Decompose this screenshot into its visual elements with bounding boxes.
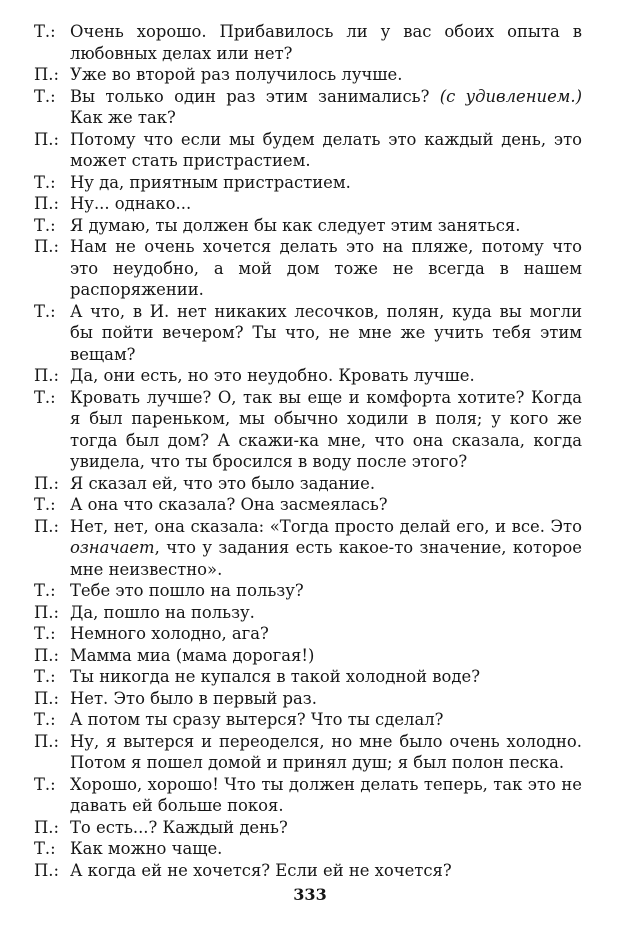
speech-segment: Я сказал ей, что это было задание. bbox=[70, 473, 376, 493]
dialogue-turn bbox=[34, 64, 582, 86]
speech-text bbox=[70, 645, 582, 667]
stage-direction: означает bbox=[70, 538, 155, 557]
dialogue-turn bbox=[34, 86, 582, 129]
page-number: 333 bbox=[293, 885, 327, 904]
speech-text bbox=[70, 709, 582, 731]
speech-text bbox=[70, 215, 582, 237]
dialogue-turn bbox=[34, 365, 582, 387]
dialogue-turn bbox=[34, 709, 582, 731]
speaker-label: Т.: bbox=[34, 172, 56, 192]
dialogue-turn bbox=[34, 21, 582, 64]
speech-segment: Ты никогда не купался в такой холодной воде? bbox=[70, 667, 480, 686]
speech-text bbox=[70, 860, 582, 882]
speaker-label: Т.: bbox=[34, 301, 56, 321]
dialogue-turn bbox=[34, 301, 582, 366]
speaker-label: Т.: bbox=[34, 667, 56, 686]
speech-segment: Мамма миа (мама дорогая!) bbox=[70, 645, 315, 665]
speech-segment: Нам не очень хочется делать это на пляже, потому что это неудобно, а мой дом тоже не всегда в нашем распоряжении. bbox=[70, 237, 582, 299]
dialogue-turn bbox=[34, 602, 582, 624]
speech-text bbox=[70, 731, 582, 774]
speech-segment: Немного холодно, ага? bbox=[70, 624, 269, 643]
speech-segment: Тебе это пошло на пользу? bbox=[70, 581, 304, 600]
dialogue-turn bbox=[34, 623, 582, 645]
speech-segment: Потому что если мы будем делать это каждый день, это может стать пристрастием. bbox=[70, 129, 582, 170]
speech-text bbox=[70, 623, 582, 645]
speaker-label: Т.: bbox=[34, 624, 56, 643]
dialogue-turn bbox=[34, 688, 582, 710]
speaker-label: Т.: bbox=[34, 710, 56, 729]
speech-segment: То есть...? Каждый день? bbox=[70, 817, 288, 837]
speech-segment: Да, они есть, но это неудобно. Кровать лучше. bbox=[70, 366, 475, 385]
speech-text bbox=[70, 774, 582, 817]
speech-text bbox=[70, 172, 582, 194]
speech-text bbox=[70, 666, 582, 688]
stage-direction: (с удивлением.) bbox=[439, 86, 582, 106]
dialogue-text bbox=[34, 21, 582, 881]
speech-segment: Уже во второй раз получилось лучше. bbox=[70, 65, 403, 84]
dialogue-turn bbox=[34, 473, 582, 495]
speech-text bbox=[70, 236, 582, 301]
dialogue-turn bbox=[34, 387, 582, 473]
speech-text bbox=[70, 817, 582, 839]
speech-segment: Очень хорошо. Прибавилось ли у вас обоих опыта в любовных делах или нет? bbox=[70, 22, 582, 63]
speech-segment: Ну да, приятным пристрастием. bbox=[70, 172, 351, 192]
speaker-label: Т.: bbox=[34, 839, 56, 858]
speaker-label: Т.: bbox=[34, 495, 56, 514]
speech-text bbox=[70, 473, 582, 495]
speech-text bbox=[70, 387, 582, 473]
dialogue-turn bbox=[34, 580, 582, 602]
dialogue-turn bbox=[34, 774, 582, 817]
speech-text bbox=[70, 580, 582, 602]
dialogue-turn bbox=[34, 215, 582, 237]
speech-segment: Нет. Это было в первый раз. bbox=[70, 688, 317, 708]
speech-segment: А что, в И. нет никаких лесочков, полян, куда вы могли бы пойти вечером? Ты что, не мне же учить тебя этим вещам? bbox=[70, 301, 582, 364]
speech-text bbox=[70, 21, 582, 64]
speaker-label: П.: bbox=[34, 602, 60, 622]
speech-text bbox=[70, 64, 582, 86]
speech-text bbox=[70, 193, 582, 215]
dialogue-turn bbox=[34, 172, 582, 194]
speaker-label: Т.: bbox=[34, 774, 56, 794]
speaker-label: П.: bbox=[34, 688, 60, 708]
speech-text bbox=[70, 365, 582, 387]
speech-segment: , что у задания есть какое-то значение, которое мне неизвестно». bbox=[70, 538, 582, 579]
dialogue-turn bbox=[34, 645, 582, 667]
speech-segment: Да, пошло на пользу. bbox=[70, 602, 255, 622]
speaker-label: П.: bbox=[34, 731, 60, 751]
dialogue-turn bbox=[34, 731, 582, 774]
speech-segment: Ну, я вытерся и переоделся, но мне было очень холодно. Потом я пошел домой и принял душ; я был полон песка. bbox=[70, 731, 582, 772]
speaker-label: П.: bbox=[34, 366, 60, 385]
speech-segment: Как можно чаще. bbox=[70, 839, 223, 858]
dialogue-turn bbox=[34, 494, 582, 516]
speech-text bbox=[70, 301, 582, 366]
speech-segment: А она что сказала? Она засмеялась? bbox=[70, 495, 388, 514]
dialogue-turn bbox=[34, 129, 582, 172]
speech-segment: Нет, нет, она сказала: «Тогда просто делай его, и все. Это bbox=[70, 516, 582, 536]
speech-segment: Вы только один раз этим занимались? bbox=[70, 86, 440, 106]
speaker-label: Т.: bbox=[34, 387, 56, 407]
speech-segment: Как же так? bbox=[70, 108, 176, 127]
speech-text bbox=[70, 516, 582, 581]
speaker-label: П.: bbox=[34, 860, 60, 880]
speaker-label: П.: bbox=[34, 65, 60, 84]
speech-text bbox=[70, 494, 582, 516]
speaker-label: Т.: bbox=[34, 215, 56, 235]
speech-segment: Ну... однако... bbox=[70, 194, 192, 213]
dialogue-turn bbox=[34, 860, 582, 882]
speaker-label: Т.: bbox=[34, 86, 56, 106]
speech-text bbox=[70, 129, 582, 172]
speech-text bbox=[70, 602, 582, 624]
speech-text bbox=[70, 838, 582, 860]
speaker-label: П.: bbox=[34, 645, 60, 665]
speech-text bbox=[70, 86, 582, 129]
speaker-label: Т.: bbox=[34, 22, 56, 41]
speech-segment: А потом ты сразу вытерся? Что ты сделал? bbox=[70, 710, 444, 729]
speaker-label: П.: bbox=[34, 473, 60, 493]
dialogue-turn bbox=[34, 516, 582, 581]
dialogue-turn bbox=[34, 236, 582, 301]
speaker-label: П.: bbox=[34, 194, 60, 213]
speaker-label: П.: bbox=[34, 516, 60, 536]
speech-segment: Я думаю, ты должен бы как следует этим заняться. bbox=[70, 215, 521, 235]
speech-segment: Хорошо, хорошо! Что ты должен делать теперь, так это не давать ей больше покоя. bbox=[70, 774, 582, 815]
speech-segment: А когда ей не хочется? Если ей не хочется? bbox=[70, 860, 452, 880]
speaker-label: П.: bbox=[34, 237, 60, 256]
dialogue-turn bbox=[34, 817, 582, 839]
speech-text bbox=[70, 688, 582, 710]
speaker-label: Т.: bbox=[34, 581, 56, 600]
dialogue-turn bbox=[34, 666, 582, 688]
speaker-label: П.: bbox=[34, 817, 60, 837]
speech-segment: Кровать лучше? О, так вы еще и комфорта хотите? Когда я был пареньком, мы обычно ходили в поля; у кого же тогда был дом? А скажи-ка мне, что она сказала, когда увидела, что ты бросился в воду после этого? bbox=[70, 387, 582, 471]
dialogue-turn bbox=[34, 193, 582, 215]
dialogue-turn bbox=[34, 838, 582, 860]
speaker-label: П.: bbox=[34, 129, 60, 149]
